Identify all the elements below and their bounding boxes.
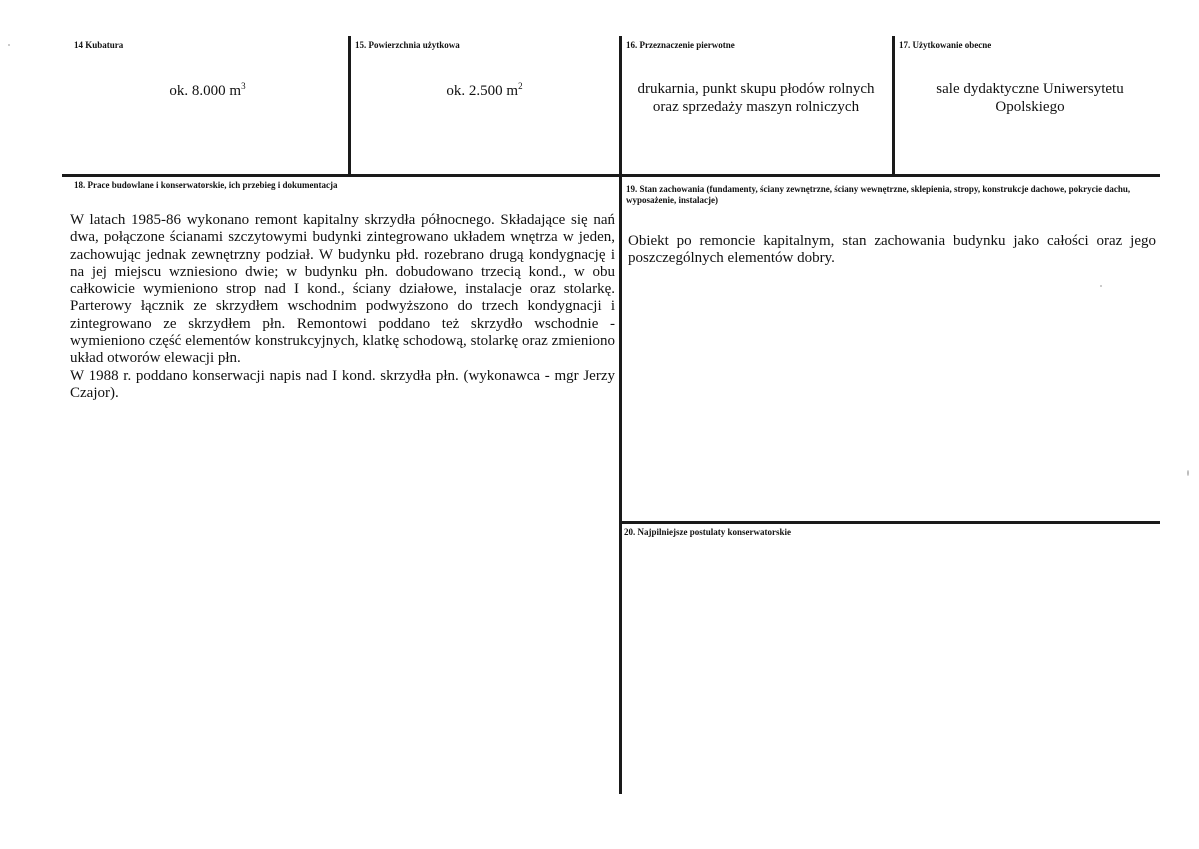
scan-speck: [8, 44, 10, 46]
section-18-paragraph-1: W latach 1985-86 wykonano remont kapitalny skrzydła północnego. Składające się nań dwa, połączone ścianami szczytowymi budynki zintegrowano układem wnętrza w jeden, zachowując jednak zewnętrzny podział. W budynku płd. rozebrano drugą kondygnację i na jej miejscu wzniesiono dwie; w budynku płn. dobudowano trzecią kond., w obu całkowicie wymieniono strop nad I kond., ściany działowe, instalacje oraz stolarkę. Parterowy łącznik ze skrzydłem wschodnim podwyższono do trzech kondygnacji i zintegrowano ze skrzydłem płn. Remontowi poddano też skrzydło wschodnie - wymieniono część elementów konstrukcyjnych, klatkę schodową, stolarkę oraz zmieniono układ otworów elewacji płn.: [70, 212, 615, 367]
divider-v-3: [892, 36, 895, 176]
field-15-value-text: ok. 2.500 m: [446, 83, 519, 99]
section-18-label: 18. Prace budowlane i konserwatorskie, ich przebieg i dokumentacja: [74, 180, 338, 190]
section-19-body: Obiekt po remoncie kapitalnym, stan zachowania budynku jako całości oraz jego poszczególnych elementów dobry.: [628, 233, 1156, 267]
field-14-value-text: ok. 8.000 m: [169, 83, 242, 99]
field-15-value: [352, 82, 617, 100]
section-18-body: [70, 212, 615, 402]
divider-h-top-row: [62, 174, 1160, 177]
field-16-label: 16. Przeznaczenie pierwotne: [626, 40, 735, 50]
field-15-value-sup: 2: [518, 81, 523, 91]
section-19-label: 19. Stan zachowania (fundamenty, ściany zewnętrzne, ściany wewnętrzne, sklepienia, stropy, konstrukcje dachowe, pokrycie dachu, wyposażenie, instalacje): [626, 184, 1131, 205]
field-17-value: sale dydaktyczne Uniwersytetu Opolskiego: [936, 81, 1124, 115]
divider-v-1: [348, 36, 351, 176]
scan-speck: [1100, 285, 1102, 287]
section-20-label: 20. Najpilniejsze postulaty konserwatorskie: [624, 527, 791, 537]
divider-v-2: [619, 36, 622, 794]
field-14-label: 14 Kubatura: [74, 40, 124, 50]
divider-h-section20: [621, 521, 1160, 524]
field-15-label: 15. Powierzchnia użytkowa: [355, 40, 460, 50]
field-17-label: 17. Użytkowanie obecne: [899, 40, 992, 50]
section-18-paragraph-2: W 1988 r. poddano konserwacji napis nad I kond. skrzydła płn. (wykonawca - mgr Jerzy Czajor).: [70, 367, 615, 401]
field-16-value: drukarnia, punkt skupu płodów rolnych oraz sprzedaży maszyn rolniczych: [637, 81, 875, 115]
scan-speck: [1187, 470, 1189, 476]
field-14-value-sup: 3: [241, 81, 246, 91]
field-14-value: [70, 82, 345, 100]
